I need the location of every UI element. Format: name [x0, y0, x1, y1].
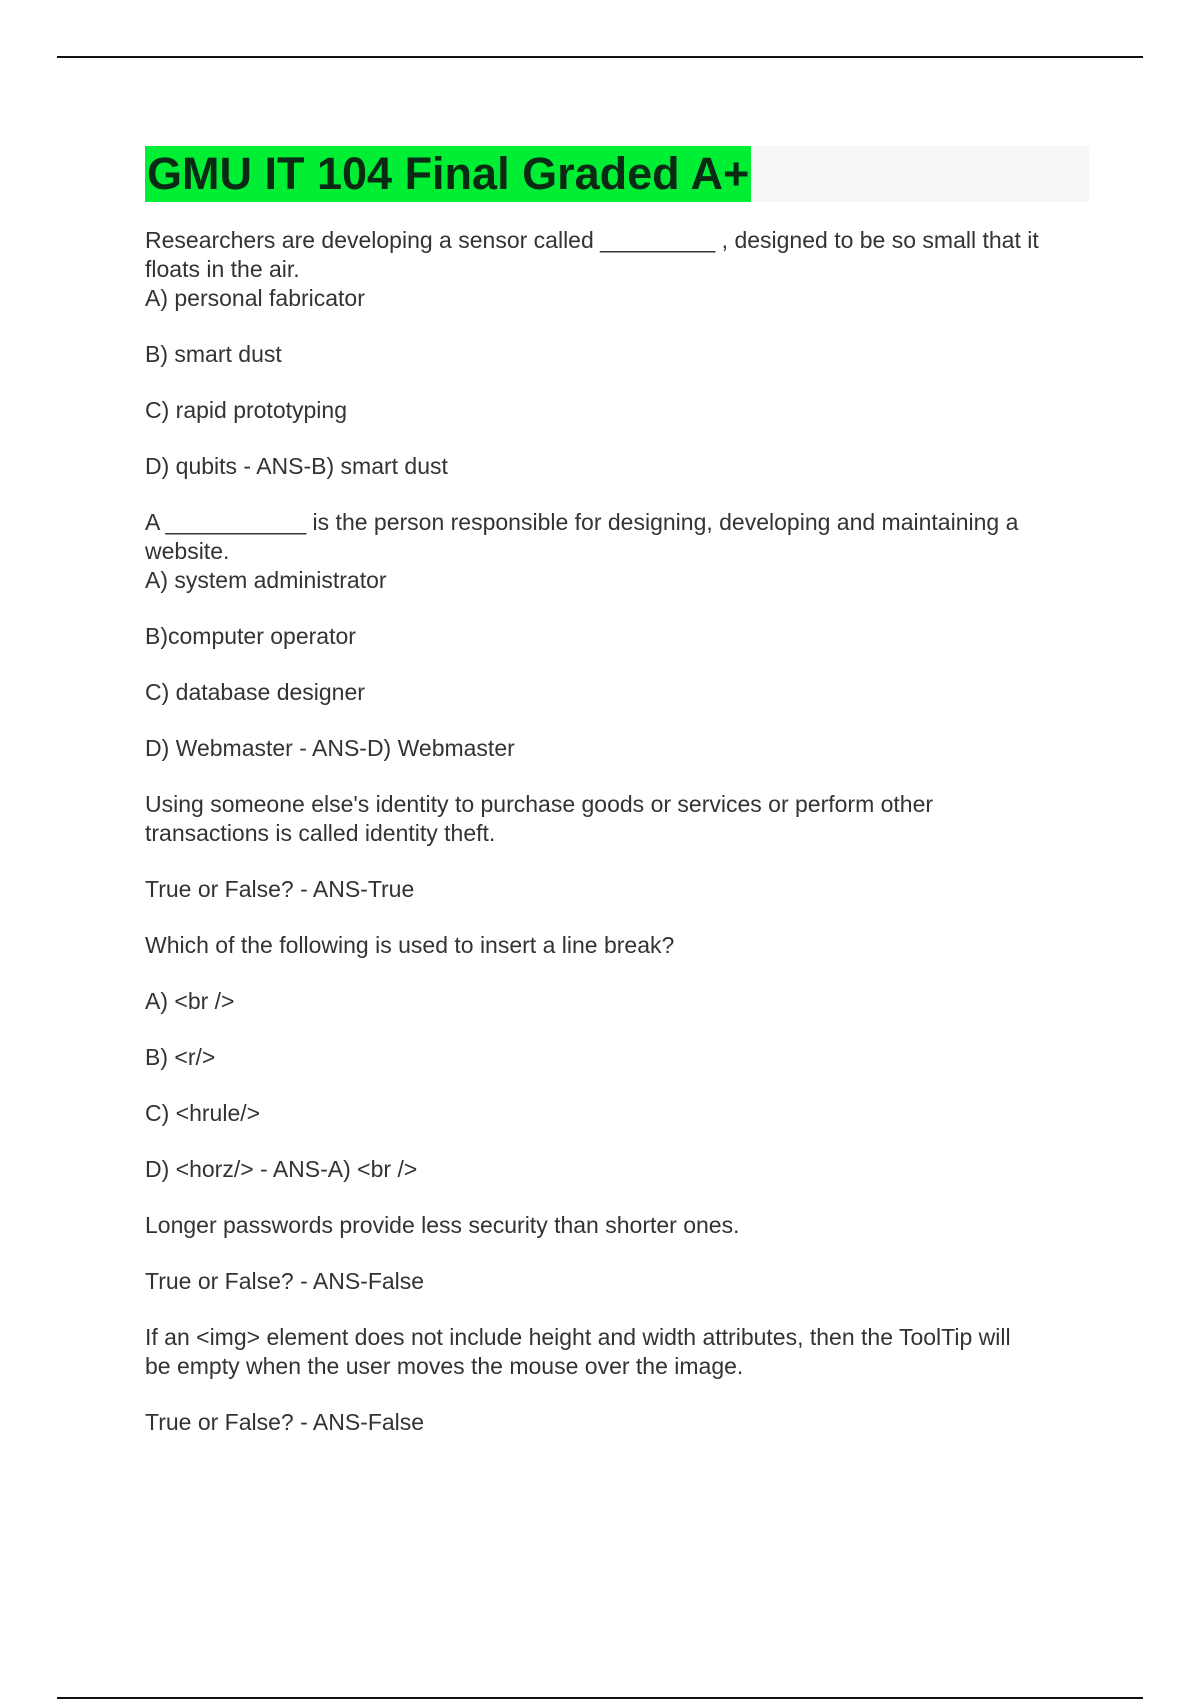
question-2-option-c: C) database designer: [145, 679, 365, 705]
question-5-answer: True or False? - ANS-False: [145, 1268, 425, 1294]
question-1-option-d-answer: D) qubits - ANS-B) smart dust: [145, 453, 448, 479]
question-3-answer: True or False? - ANS-True: [145, 876, 415, 902]
question-5-text: Longer passwords provide less security than shorter ones.: [145, 1212, 740, 1238]
title-bar: [145, 146, 1089, 202]
question-1-text: Researchers are developing a sensor called _________ , designed to be so small that it: [145, 227, 1039, 253]
question-4-option-b: B) <r/>: [145, 1044, 216, 1070]
bottom-divider: [57, 1697, 1143, 1699]
question-2-text: A ___________ is the person responsible for designing, developing and maintaining a: [145, 509, 1019, 535]
question-1-option-a: A) personal fabricator: [145, 285, 365, 311]
question-1-option-b: B) smart dust: [145, 341, 282, 367]
question-2-text-cont: website.: [145, 538, 230, 564]
question-4-option-c: C) <hrule/>: [145, 1100, 261, 1126]
question-2-option-d-answer: D) Webmaster - ANS-D) Webmaster: [145, 735, 515, 761]
question-2-option-b: B)computer operator: [145, 623, 356, 649]
question-6-text: If an <img> element does not include height and width attributes, then the ToolTip will: [145, 1324, 1011, 1350]
question-4-option-d-answer: D) <horz/> - ANS-A) <br />: [145, 1156, 418, 1182]
question-2-option-a: A) system administrator: [145, 567, 387, 593]
document-body: [145, 226, 1095, 1437]
question-1-text-cont: floats in the air.: [145, 256, 300, 282]
question-1-option-c: C) rapid prototyping: [145, 397, 347, 423]
question-3-text: Using someone else's identity to purchase goods or services or perform other: [145, 791, 934, 817]
question-6-text-cont: be empty when the user moves the mouse over the image.: [145, 1353, 744, 1379]
question-3-text-cont: transactions is called identity theft.: [145, 820, 496, 846]
top-divider: [57, 56, 1143, 58]
question-6-answer: True or False? - ANS-False: [145, 1409, 425, 1435]
question-4-text: Which of the following is used to insert a line break?: [145, 932, 675, 958]
question-4-option-a: A) <br />: [145, 988, 235, 1014]
document-title: GMU IT 104 Final Graded A+: [145, 146, 751, 202]
